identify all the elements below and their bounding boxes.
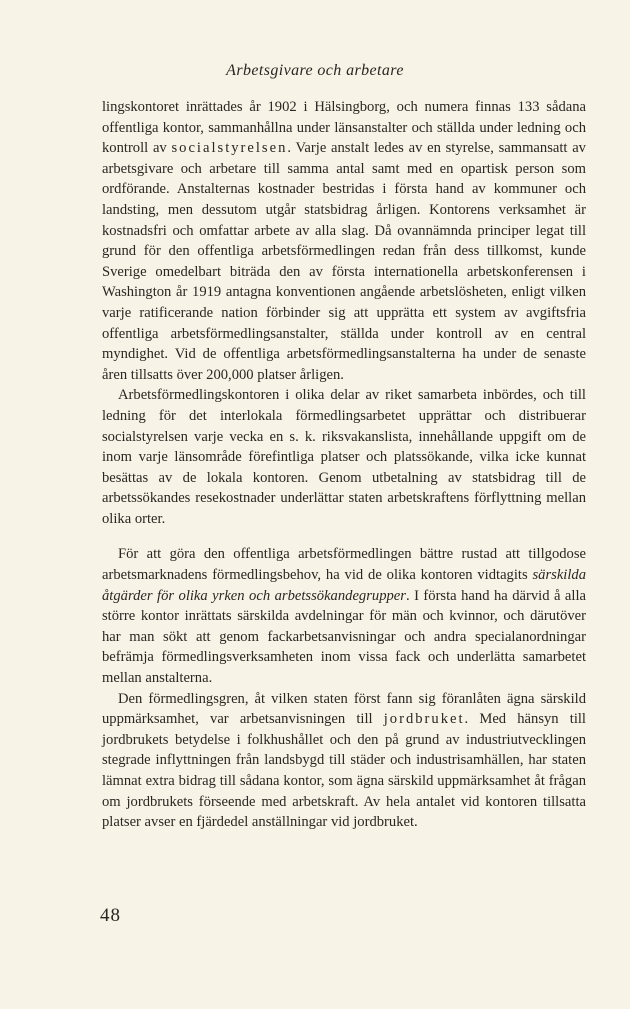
paragraph-2: Arbetsförmedlingskontoren i olika delar av riket samarbeta inbördes, och till ledning för det interlokala förmedlingsarbetet upprättar och distribuerar socialstyrelsen varje vecka en s. k. riksvakanslista, innehållande uppgift om de inom varje länsområde förefintliga platser och platssökande, vilka icke kunnat besättas av de lokala kontoren. Genom utbetalning av statsbidrag till de arbetssökandes resekostnader underlättar staten arbetskraftens förflyttning mellan olika orter. — [102, 387, 586, 527]
paragraph-4-text-a: Den förmedlingsgren, åt vilken staten först fann sig föranlåten ägna särskild uppmärksamhet, var arbetsanvisningen till — [102, 690, 586, 728]
paragraph-3-emphasis: särskilda åtgärder för olika yrken och arbetssökandegrupper — [102, 567, 586, 604]
body-text — [102, 97, 586, 833]
paragraph-1 — [102, 97, 586, 385]
paragraph-1-text-b: . Varje anstalt ledes av en styrelse, sammansatt av arbetsgivare och arbetare till samma antal samt med en opartisk person som ordförande. Anstalternas kostnader bestridas i första hand av kommuner och landsting, men dessutom utgår statsbidrag årligen. Kontorens verksamhet är kostnadsfri och omfattar arbete av alla slag. Då ovannämnda principer legat till grund för den offentliga arbetsförmedlingen redan från dess tillkomst, kunde Sverige omedelbart biträda den av första internationella arbetskonferensen i Washington år 1919 antagna konventionen angående arbetslösheten, enligt vilken varje ratificerande nation förbinder sig att upprätta ett system av avgiftsfria offentliga arbetsförmedlingsanstalter, ställda under kontroll av en central myndighet. Vid de offentliga arbetsförmedlingsanstalterna ha under de senaste åren tillsatts över 200,000 platser årligen. — [102, 140, 586, 383]
paragraph-4 — [102, 689, 586, 833]
page-number: 48 — [100, 905, 121, 926]
paragraph-3 — [102, 544, 586, 688]
paragraph-4-spaced-term: jordbruket — [383, 711, 465, 728]
running-title: Arbetsgivare och arbetare — [226, 62, 404, 79]
paragraph-4-text-b: . Med hänsyn till jordbrukets betydelse i folkhushållet och den på grund av industriutvecklingen stegrade inflyttningen från landsbygd till städer och industrisamhällen, har staten lämnat extra bidrag till sådana kontor, som ägna särskild uppmärksamhet åt frågan om jordbrukets förseende med arbetskraft. Av hela antalet vid kontoren tillsatta platser avser en fjärdedel anställningar vid jordbruket. — [102, 711, 586, 831]
paragraph-3-text-a: För att göra den offentliga arbetsförmedlingen bättre rustad att tillgodose arbetsmarknadens förmedlingsbehov, ha vid de olika kontoren vidtagits — [102, 546, 586, 584]
paragraph-1-spaced-term: socialstyrelsen — [171, 140, 288, 157]
paragraph-1-text-a: lingskontoret inrättades år 1902 i Hälsingborg, och numera finnas 133 sådana offentliga kontor, sammanhållna under länsanstalter och ställda under ledning och kontroll av — [102, 99, 586, 157]
paragraph-3-text-b: . I första hand ha därvid å alla större kontor inrättats särskilda avdelningar för män och kvinnor, och därutöver har man sökt att genom fackarbetsanvisningar och andra specialanordningar befrämja förmedlingsverksamheten inom vissa fack och underlätta samarbetet mellan anstalterna. — [102, 587, 586, 687]
